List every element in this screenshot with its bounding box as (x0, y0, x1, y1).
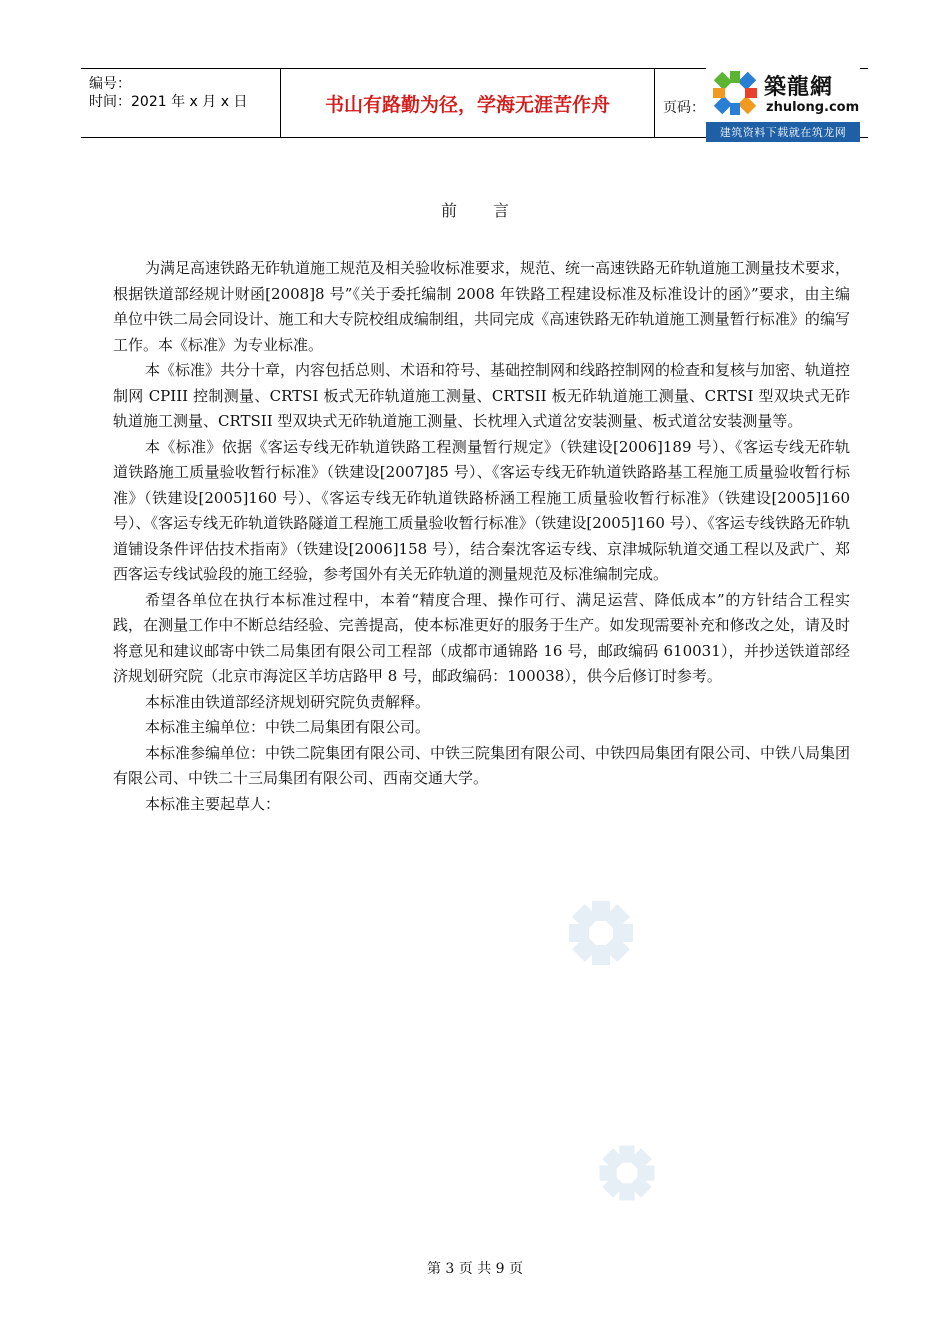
paragraph: 本标准参编单位：中铁二院集团有限公司、中铁三院集团有限公司、中铁四局集团有限公司、中铁八局集团有限公司、中铁二十三局集团有限公司、西南交通大学。 (113, 743, 851, 787)
zhulong-logo (706, 64, 860, 142)
preface-body (113, 256, 850, 817)
page-title: 前言 (440, 201, 545, 220)
paragraph: 希望各单位在执行本标准过程中，本着“精度合理、操作可行、满足运营、降低成本”的方针结合工程实践，在测量工作中不断总结经验、完善提高，使本标准更好的服务于生产。如发现需要补充和修改之处，请及时将意见和建议邮寄中铁二局集团有限公司工程部（成都市通锦路 16 号，邮政编码 610031），并抄送铁道部经济规划研究院（北京市海淀区羊坊店路甲 8 号，邮政编码：100038），供今后修订时参考。 (113, 590, 850, 685)
header-motto: 书山有路勤为径，学海无涯苦作舟 (281, 69, 655, 137)
header-meta (81, 69, 281, 137)
paragraph: 本《标准》依据《客运专线无砟轨道铁路工程测量暂行规定》（铁建设[2006]189 号）、《客运专线无砟轨道铁路施工质量验收暂行标准》（铁建设[2007]85 号）、《客运专线无砟轨道铁路路基工程施工质量验收暂行标准》（铁建设[2005]160 号）、《客运专线无砟轨道铁路桥涵工程施工质量验收暂行标准》（铁建设[2005]160 号）、《客运专线无砟轨道铁路隧道工程施工质量验收暂行标准》（铁建设[2005]160 号）、《客运专线铁路无砟轨道铺设条件评估技术指南》（铁建设[2006]158 号），结合秦沈客运专线、京津城际轨道交通工程以及武广、郑西客运专线试验段的施工经验，参考国外有关无砟轨道的测量规范及标准编制完成。 (113, 437, 850, 583)
logo-brand: 築龍網 (764, 74, 834, 100)
page-footer: 第 3 页 共 9 页 (426, 1261, 524, 1277)
number-label: 编号： (89, 76, 131, 92)
paragraph: 为满足高速铁路无砟轨道施工规范及相关验收标准要求，规范、统一高速铁路无砟轨道施工测量技术要求，根据铁道部经规计财函[2008]8 号”《关于委托编制 2008 年铁路工程建设标准及标准设计的函》”要求，由主编单位中铁二局会同设计、施工和大专院校组成编制组，共同完成《高速铁路无砟轨道施工测量暂行标准》的编写工作。本《标准》为专业标准。 (113, 259, 851, 354)
watermark-flower-icon (566, 898, 636, 968)
snowflake-logo-icon (708, 66, 762, 120)
paragraph: 本《标准》共分十章，内容包括总则、术语和符号、基础控制网和线路控制网的检查和复核与加密、轨道控制网 CPIII 控制测量、CRTSI 板式无砟轨道施工测量、CRTSII 板无砟轨道施工测量、CRTSI 型双块式无砟轨道施工测量、CRTSII 型双块式无砟轨道施工测量、长枕埋入式道岔安装测量、板式道岔安装测量等。 (113, 361, 851, 430)
paragraph: 本标准主编单位：中铁二局集团有限公司。 (145, 718, 431, 736)
watermark-flower-icon (597, 1143, 657, 1203)
logo-slogan: 建筑资料下载就在筑龙网 (706, 122, 860, 142)
paragraph: 本标准主要起草人： (145, 794, 281, 813)
page-label: 页码： (663, 100, 705, 116)
logo-site: zhulong.com (766, 100, 860, 115)
time-label: 时间：2021 年 x 月 x 日 (89, 94, 248, 110)
paragraph: 本标准由铁道部经济规划研究院负责解释。 (145, 692, 431, 711)
